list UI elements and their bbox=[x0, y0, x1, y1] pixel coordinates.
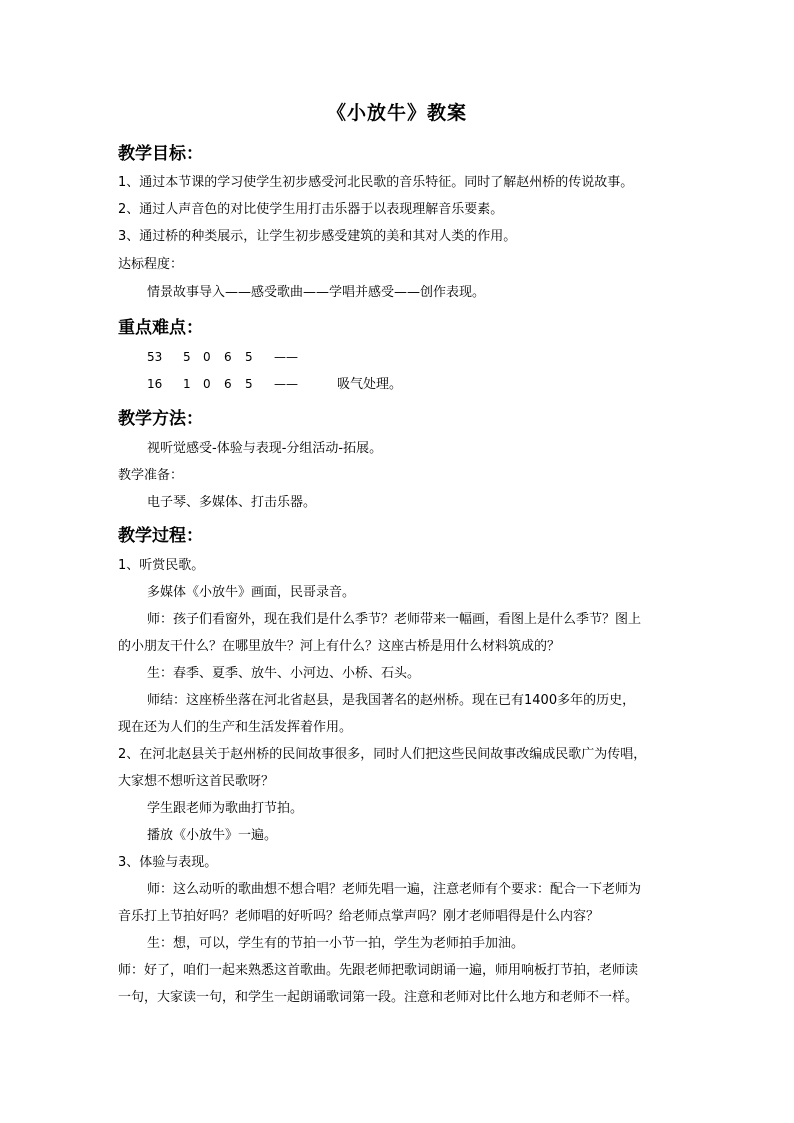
process-line: 1、听赏民歌。 bbox=[118, 558, 205, 573]
process-heading: 教学过程： bbox=[118, 526, 203, 546]
methods-text: 视听觉感受-体验与表现-分组活动-拓展。 bbox=[147, 441, 383, 456]
level-label: 达标程度： bbox=[118, 257, 184, 272]
objectives-heading: 教学目标： bbox=[118, 144, 203, 164]
notation-cell: 1 bbox=[183, 377, 191, 391]
process-line: 生：春季、夏季、放牛、小河边、小桥、石头。 bbox=[147, 666, 421, 681]
process-line: 大家想不想听这首民歌呀？ bbox=[118, 774, 275, 789]
notation-cell: 6 bbox=[224, 350, 232, 364]
notation-cell: —— bbox=[274, 377, 298, 391]
methods-heading: 教学方法： bbox=[118, 409, 203, 429]
process-line: 学生跟老师为歌曲打节拍。 bbox=[147, 801, 304, 816]
process-line: 生：想，可以，学生有的节拍一小节一拍，学生为老师拍手加油。 bbox=[147, 936, 525, 951]
process-line: 现在还为人们的生产和生活发挥着作用。 bbox=[118, 720, 353, 735]
process-line: 师结：这座桥坐落在河北省赵县，是我国著名的赵州桥。现在已有1400多年的历史， bbox=[147, 693, 636, 708]
notation-cell: 0 bbox=[203, 350, 211, 364]
page-title: 《小放牛》教案 bbox=[326, 102, 467, 124]
process-line: 的小朋友干什么？在哪里放牛？河上有什么？这座古桥是用什么材料筑成的？ bbox=[118, 639, 561, 654]
objective-item-1: 1、通过本节课的学习使学生初步感受河北民歌的音乐特征。同时了解赵州桥的传说故事。 bbox=[118, 175, 634, 190]
process-line: 2、在河北赵县关于赵州桥的民间故事很多，同时人们把这些民间故事改编成民歌广为传唱， bbox=[118, 747, 647, 762]
objective-item-3: 3、通过桥的种类展示，让学生初步感受建筑的美和其对人类的作用。 bbox=[118, 229, 517, 244]
notation-cell: 6 bbox=[224, 377, 232, 391]
process-line: 多媒体《小放牛》画面，民哥录音。 bbox=[147, 585, 356, 600]
process-line: 播放《小放牛》一遍。 bbox=[147, 828, 278, 843]
notation-note: 吸气处理。 bbox=[337, 377, 403, 392]
process-line: 师：孩子们看窗外，现在我们是什么季节？老师带来一幅画，看图上是什么季节？图上 bbox=[147, 612, 642, 627]
process-line: 师：这么动听的歌曲想不想合唱？老师先唱一遍，注意老师有个要求：配合一下老师为 bbox=[147, 882, 642, 897]
process-line: 音乐打上节拍好吗？老师唱的好听吗？给老师点掌声吗？刚才老师唱得是什么内容？ bbox=[118, 909, 600, 924]
prep-label: 教学准备： bbox=[118, 468, 184, 483]
notation-cell: 5 bbox=[245, 350, 253, 364]
notation-cell: 0 bbox=[203, 377, 211, 391]
notation-cell: 5 bbox=[183, 350, 191, 364]
process-line: 一句，大家读一句，和学生一起朗诵歌词第一段。注意和老师对比什么地方和老师不一样。 bbox=[118, 990, 639, 1005]
objective-item-2: 2、通过人声音色的对比使学生用打击乐器于以表现理解音乐要素。 bbox=[118, 202, 504, 217]
process-line: 师：好了，咱们一起来熟悉这首歌曲。先跟老师把歌词朗诵一遍，师用响板打节拍，老师读 bbox=[118, 963, 639, 978]
level-text: 情景故事导入——感受歌曲——学唱并感受——创作表现。 bbox=[147, 285, 486, 300]
notation-cell: —— bbox=[274, 350, 298, 364]
process-line: 3、体验与表现。 bbox=[118, 855, 218, 870]
prep-text: 电子琴、多媒体、打击乐器。 bbox=[147, 495, 317, 510]
notation-cell: 16 bbox=[147, 377, 163, 391]
notation-cell: 53 bbox=[147, 350, 163, 364]
key-points-heading: 重点难点： bbox=[118, 318, 203, 338]
notation-cell: 5 bbox=[245, 377, 253, 391]
